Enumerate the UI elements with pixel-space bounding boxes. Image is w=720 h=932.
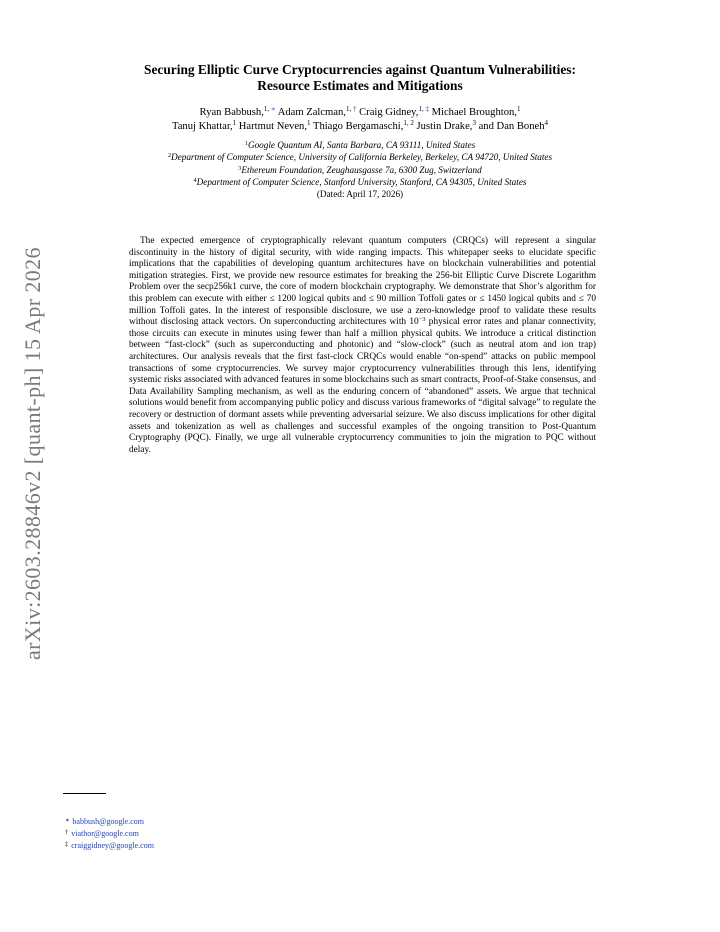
author-affiliation-marker: 1 (232, 119, 237, 127)
footnote-symbol: ∗ (65, 817, 70, 824)
abstract-exponent: −3 (418, 316, 426, 324)
author-affiliation-marker: 1, 2 (403, 119, 414, 127)
email-link[interactable]: craiggidney@google.com (71, 841, 154, 850)
author-name: Justin Drake, (416, 121, 473, 132)
corresponding-mark[interactable]: ∗ (270, 105, 276, 113)
author-affiliation-marker: 1, (263, 105, 271, 113)
paper-title (0, 62, 720, 94)
footnote (65, 815, 154, 827)
email-link[interactable]: babbush@google.com (72, 817, 144, 826)
affiliation-number: 4 (193, 176, 197, 184)
author-line (0, 106, 720, 120)
affiliation (0, 139, 720, 151)
affiliation-number: 2 (167, 152, 172, 160)
email-link[interactable]: viathor@google.com (71, 829, 139, 838)
affiliation-list (0, 139, 720, 200)
author-name: Craig Gidney, (359, 107, 419, 118)
author-affiliation-marker: 1, (418, 105, 426, 113)
affiliation-text: Ethereum Foundation, Zeughausgasse 7a, 6300 Zug, Switzerland (241, 164, 482, 175)
title-line: Securing Elliptic Curve Cryptocurrencies against Quantum Vulnerabilities: (144, 62, 576, 77)
author-affiliation-marker: 1 (516, 105, 521, 113)
author-affiliation-marker: 4 (544, 119, 549, 127)
author-affiliation-marker: 1, (345, 105, 353, 113)
author-name: Ryan Babbush, (199, 107, 264, 118)
footnote (65, 827, 154, 839)
footnote (65, 839, 154, 851)
footnotes (65, 815, 154, 851)
author-separator: and (475, 121, 497, 132)
author-affiliation-marker: 1 (307, 119, 311, 127)
affiliation-number: 1 (244, 140, 248, 147)
author-name: Adam Zalcman, (277, 107, 346, 118)
corresponding-mark[interactable]: † (352, 105, 357, 113)
title-line: Resource Estimates and Mitigations (257, 78, 463, 93)
affiliation (0, 176, 720, 188)
affiliation-text: Department of Computer Science, University of California Berkeley, Berkeley, CA 94720, United States (171, 152, 553, 163)
footnote-symbol: † (65, 829, 69, 836)
footnote-rule (63, 793, 106, 794)
date-line: (Dated: April 17, 2026) (316, 189, 404, 200)
arxiv-identifier: arXiv:2603.28846v2 [quant-ph] 15 Apr 2026 (20, 247, 45, 660)
footnote-symbol: ‡ (65, 841, 69, 848)
abstract (129, 236, 596, 456)
affiliation-text: Department of Computer Science, Stanford University, Stanford, CA 94305, United States (196, 176, 527, 187)
corresponding-mark[interactable]: ‡ (425, 105, 429, 113)
abstract-text: The expected emergence of cryptographically relevant quantum computers (CRQCs) will represent a singular discontinuity in the history of digital security, with wide ranging impacts. This whitepaper seeks to elucidate specific implications that the capabilities of developing quantum architectures have on blockchain vulnerabilities and potential mitigation strategies. First, we provide new resource estimates for breaking the 256-bit Elliptic Curve Discrete Logarithm Problem over the secp256k1 curve, the core of modern blockchain cryptography. We demonstrate that Shor’s algorithm for this problem can execute with either ≤ 1200 logical qubits and ≤ 90 million Toffoli gates or ≤ 1450 logical qubits and ≤ 70 million Toffoli gates. In the interest of responsible disclosure, we use a zero-knowledge proof to validate these results without disclosing attack vectors. On superconducting architectures with 10 (129, 236, 596, 328)
author-name: Tanuj Khattar, (171, 121, 233, 132)
author-list (0, 106, 720, 134)
author-name: Thiago Bergamaschi, (312, 121, 404, 132)
affiliation-text: Google Quantum AI, Santa Barbara, CA 93111, United States (247, 140, 476, 150)
affiliation (0, 151, 720, 163)
author-affiliation-marker: 3 (472, 119, 476, 127)
author-name: Hartmut Neven, (238, 121, 307, 132)
abstract-text: physical error rates and planar connectivity, those circuits can execute in minutes using fewer than half a million physical qubits. We introduce a critical distinction between “fast-clock” (such as superconducting and photonic) and “slow-clock” (such as neutral atom and ion trap) architectures. Our analysis reveals that the first fast-clock CRQCs would enable “on-spend” attacks on public mempool transactions of some cryptocurrencies. We survey major cryptocurrency vulnerabilities through this lens, identifying systemic risks associated with advanced features in some blockchains such as smart contracts, Proof-of-Stake consensus, and Data Availability Sampling mechanism, as well as the enduring concern of “abandoned” assets. We argue that technical solutions would benefit from accompanying public policy and discuss various frameworks of “digital salvage” to regulate the recovery or destruction of dormant assets while preventing adversarial seizure. We also discuss implications for other digital assets and tokenization as well as challenges and successful examples of the ongoing transition to Post-Quantum Cryptography (PQC). Finally, we urge all vulnerable cryptocurrency communities to join the migration to PQC without delay. (129, 317, 596, 455)
affiliation (0, 164, 720, 176)
author-line (0, 120, 720, 134)
author-name: Michael Broughton, (431, 107, 517, 118)
author-name: Dan Boneh (496, 121, 545, 132)
affiliation-number: 3 (238, 164, 242, 172)
